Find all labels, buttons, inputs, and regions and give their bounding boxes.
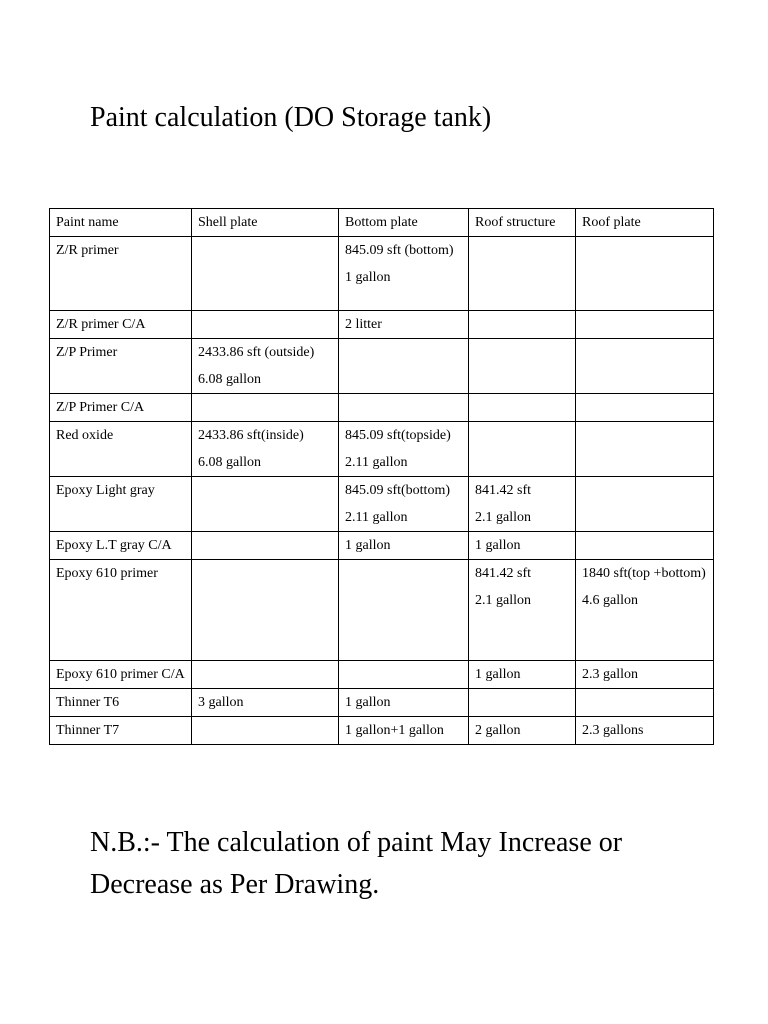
cell-paint-name xyxy=(50,689,192,717)
cell-text: 2 gallon xyxy=(475,723,521,738)
cell-roof-structure xyxy=(469,311,576,339)
cell-paint-name xyxy=(50,717,192,745)
cell-roof-plate xyxy=(576,477,714,532)
cell-bottom-plate xyxy=(339,661,469,689)
cell-roof-structure xyxy=(469,339,576,394)
cell-text: 3 gallon xyxy=(198,695,244,710)
cell-bottom-plate xyxy=(339,422,469,477)
cell-bottom-plate xyxy=(339,394,469,422)
cell-bottom-plate xyxy=(339,237,469,311)
cell-roof-plate xyxy=(576,717,714,745)
cell-text: 2.11 gallon xyxy=(345,510,408,525)
table-row xyxy=(50,532,714,560)
cell-paint-name xyxy=(50,394,192,422)
cell-text: 2.3 gallon xyxy=(582,667,638,682)
cell-text: 841.42 sft xyxy=(475,483,531,498)
cell-text: Epoxy 610 primer xyxy=(56,566,158,581)
cell-text: Z/P Primer xyxy=(56,345,118,360)
cell-roof-structure xyxy=(469,477,576,532)
cell-roof-plate xyxy=(576,532,714,560)
cell-shell-plate xyxy=(192,689,339,717)
header-paint-name: Paint name xyxy=(50,209,192,237)
cell-roof-structure xyxy=(469,422,576,477)
cell-text: 2433.86 sft(inside) xyxy=(198,428,304,443)
cell-shell-plate xyxy=(192,339,339,394)
cell-shell-plate xyxy=(192,237,339,311)
table-row xyxy=(50,339,714,394)
table-row xyxy=(50,477,714,532)
cell-roof-structure xyxy=(469,532,576,560)
cell-text: Epoxy L.T gray C/A xyxy=(56,538,172,553)
cell-text: 2433.86 sft (outside) xyxy=(198,345,315,360)
table-row xyxy=(50,311,714,339)
cell-paint-name xyxy=(50,532,192,560)
cell-paint-name xyxy=(50,422,192,477)
cell-text: 2.1 gallon xyxy=(475,510,531,525)
cell-roof-structure xyxy=(469,689,576,717)
table-row xyxy=(50,717,714,745)
table-row xyxy=(50,394,714,422)
cell-text: 845.09 sft(bottom) xyxy=(345,483,450,498)
cell-shell-plate xyxy=(192,532,339,560)
cell-text: 845.09 sft (bottom) xyxy=(345,243,454,258)
cell-paint-name xyxy=(50,477,192,532)
table-header-row xyxy=(50,209,714,237)
cell-roof-structure xyxy=(469,717,576,745)
cell-text: Epoxy 610 primer C/A xyxy=(56,667,185,682)
cell-paint-name xyxy=(50,661,192,689)
cell-text: Thinner T6 xyxy=(56,695,120,710)
cell-roof-plate xyxy=(576,661,714,689)
header-shell-plate: Shell plate xyxy=(192,209,339,237)
cell-shell-plate xyxy=(192,477,339,532)
cell-bottom-plate xyxy=(339,532,469,560)
page-title: Paint calculation (DO Storage tank) xyxy=(90,102,492,133)
cell-bottom-plate xyxy=(339,339,469,394)
cell-text: 6.08 gallon xyxy=(198,455,261,470)
cell-text: 1 gallon xyxy=(475,538,521,553)
cell-bottom-plate xyxy=(339,311,469,339)
cell-shell-plate xyxy=(192,311,339,339)
cell-text: 1 gallon xyxy=(475,667,521,682)
cell-paint-name xyxy=(50,237,192,311)
cell-text: 2.1 gallon xyxy=(475,593,531,608)
cell-text: Red oxide xyxy=(56,428,114,443)
cell-text: 4.6 gallon xyxy=(582,593,638,608)
cell-shell-plate xyxy=(192,717,339,745)
cell-text: Z/R primer C/A xyxy=(56,317,146,332)
table-row xyxy=(50,422,714,477)
cell-shell-plate xyxy=(192,394,339,422)
cell-text: Z/R primer xyxy=(56,243,119,258)
cell-roof-plate xyxy=(576,394,714,422)
cell-text: 1 gallon+1 gallon xyxy=(345,723,444,738)
cell-text: 1840 sft(top +bottom) xyxy=(582,566,706,581)
cell-text: Thinner T7 xyxy=(56,723,120,738)
table-row xyxy=(50,689,714,717)
cell-text: 2.11 gallon xyxy=(345,455,408,470)
cell-shell-plate xyxy=(192,661,339,689)
cell-text: 1 gallon xyxy=(345,538,391,553)
cell-roof-plate xyxy=(576,422,714,477)
cell-bottom-plate xyxy=(339,560,469,661)
cell-text: 1 gallon xyxy=(345,695,391,710)
cell-text: Z/P Primer C/A xyxy=(56,400,145,415)
cell-roof-structure xyxy=(469,394,576,422)
cell-roof-plate xyxy=(576,311,714,339)
cell-text: 2.3 gallons xyxy=(582,723,644,738)
cell-roof-plate xyxy=(576,560,714,661)
cell-shell-plate xyxy=(192,422,339,477)
cell-text: 845.09 sft(topside) xyxy=(345,428,451,443)
footnote: N.B.:- The calculation of paint May Increase or Decrease as Per Drawing. xyxy=(90,827,623,900)
cell-roof-structure xyxy=(469,237,576,311)
table-row xyxy=(50,560,714,661)
cell-text: 2 litter xyxy=(345,317,382,332)
cell-bottom-plate xyxy=(339,689,469,717)
cell-roof-plate xyxy=(576,689,714,717)
header-roof-structure: Roof structure xyxy=(469,209,576,237)
cell-roof-structure xyxy=(469,661,576,689)
cell-shell-plate xyxy=(192,560,339,661)
table-row xyxy=(50,661,714,689)
cell-text: 6.08 gallon xyxy=(198,372,261,387)
cell-text: 841.42 sft xyxy=(475,566,531,581)
cell-paint-name xyxy=(50,339,192,394)
cell-paint-name xyxy=(50,311,192,339)
cell-roof-plate xyxy=(576,339,714,394)
cell-roof-plate xyxy=(576,237,714,311)
cell-roof-structure xyxy=(469,560,576,661)
paint-calculation-table xyxy=(49,208,714,745)
cell-text: Epoxy Light gray xyxy=(56,483,155,498)
header-roof-plate: Roof plate xyxy=(576,209,714,237)
cell-bottom-plate xyxy=(339,477,469,532)
table-row xyxy=(50,237,714,311)
header-bottom-plate: Bottom plate xyxy=(339,209,469,237)
cell-text: 1 gallon xyxy=(345,270,391,285)
cell-bottom-plate xyxy=(339,717,469,745)
cell-paint-name xyxy=(50,560,192,661)
